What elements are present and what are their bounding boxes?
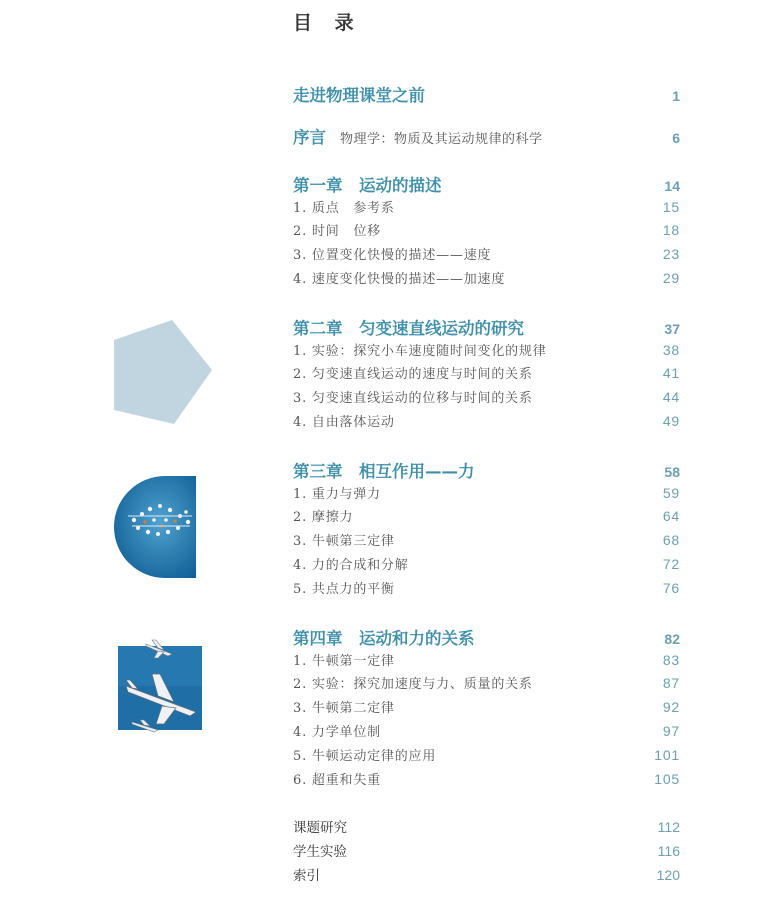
entry-label: 索引 <box>293 868 320 884</box>
page-number: 105 <box>654 771 680 787</box>
page-number: 64 <box>662 508 680 524</box>
page-number: 101 <box>654 747 680 763</box>
toc-entry-student-experiments[interactable] <box>293 840 680 860</box>
page-number: 68 <box>662 532 680 548</box>
page-number: 82 <box>664 631 680 647</box>
toc-entry-preface[interactable] <box>293 124 680 148</box>
entry-label: 第一章 运动的描述 <box>293 176 442 195</box>
page-number: 58 <box>664 464 680 480</box>
page-number: 23 <box>662 246 680 262</box>
toc-item[interactable] <box>293 721 680 740</box>
entry-label: 3. 位置变化快慢的描述——速度 <box>293 248 492 263</box>
page-number: 29 <box>662 270 680 286</box>
toc-item[interactable] <box>293 697 680 716</box>
entry-label: 学生实验 <box>293 844 347 860</box>
page-title: 目 录 <box>293 12 362 34</box>
entry-label: 3. 牛顿第二定律 <box>293 701 395 716</box>
page-number: 44 <box>662 389 680 405</box>
toc-item[interactable] <box>293 530 680 549</box>
page-number: 72 <box>662 556 680 572</box>
fighter-jets-photo <box>112 636 206 736</box>
entry-subtitle: 物理学：物质及其运动规律的科学 <box>340 132 543 147</box>
entry-label: 5. 牛顿运动定律的应用 <box>293 749 437 764</box>
toc-chapter-4[interactable] <box>293 625 680 649</box>
page-number: 37 <box>664 321 680 337</box>
page-number: 18 <box>662 222 680 238</box>
page-number: 38 <box>662 342 680 358</box>
page-number: 83 <box>662 652 680 668</box>
pentagon-decoration <box>110 318 214 426</box>
page-number: 6 <box>672 130 680 146</box>
toc-item[interactable] <box>293 769 680 788</box>
entry-label: 课题研究 <box>293 820 347 836</box>
toc-chapter-1[interactable] <box>293 172 680 196</box>
toc-chapter-2[interactable] <box>293 315 680 339</box>
entry-label: 3. 牛顿第三定律 <box>293 534 395 549</box>
page-number: 76 <box>662 580 680 596</box>
toc-item[interactable] <box>293 745 680 764</box>
entry-label: 4. 力的合成和分解 <box>293 558 409 573</box>
toc-chapter-3[interactable] <box>293 458 680 482</box>
entry-label: 走进物理课堂之前 <box>293 86 425 105</box>
entry-label: 1. 牛顿第一定律 <box>293 654 395 669</box>
entry-label: 2. 实验：探究加速度与力、质量的关系 <box>293 677 533 692</box>
toc-item[interactable] <box>293 197 680 216</box>
entry-label: 序言 <box>293 128 326 147</box>
entry-label: 5. 共点力的平衡 <box>293 582 395 597</box>
page-number: 49 <box>662 413 680 429</box>
toc-item[interactable] <box>293 483 680 502</box>
page-number: 116 <box>657 843 680 859</box>
toc-item[interactable] <box>293 363 680 382</box>
page-number: 1 <box>672 88 680 104</box>
toc-item[interactable] <box>293 578 680 597</box>
entry-label: 4. 自由落体运动 <box>293 415 395 430</box>
entry-label: 第二章 匀变速直线运动的研究 <box>293 319 524 338</box>
toc-item[interactable] <box>293 411 680 430</box>
entry-label: 6. 超重和失重 <box>293 773 381 788</box>
page-number: 41 <box>662 365 680 381</box>
toc-item[interactable] <box>293 506 680 525</box>
page-number: 120 <box>656 867 680 883</box>
entry-label: 1. 重力与弹力 <box>293 487 381 502</box>
toc-item[interactable] <box>293 268 680 287</box>
toc-item[interactable] <box>293 244 680 263</box>
entry-label: 1. 质点 参考系 <box>293 201 395 216</box>
page-number: 92 <box>662 699 680 715</box>
toc-item[interactable] <box>293 387 680 406</box>
page-number: 59 <box>662 485 680 501</box>
entry-label: 2. 匀变速直线运动的速度与时间的关系 <box>293 367 533 382</box>
entry-label: 4. 速度变化快慢的描述——加速度 <box>293 272 506 287</box>
page-number: 112 <box>657 819 680 835</box>
toc-item[interactable] <box>293 554 680 573</box>
entry-label: 第四章 运动和力的关系 <box>293 629 475 648</box>
entry-label: 3. 匀变速直线运动的位移与时间的关系 <box>293 391 533 406</box>
toc-item[interactable] <box>293 673 680 692</box>
toc-entry-index[interactable] <box>293 864 680 884</box>
toc-item[interactable] <box>293 220 680 239</box>
skydivers-photo <box>114 476 198 578</box>
entry-label: 2. 摩擦力 <box>293 510 354 525</box>
page-number: 15 <box>662 199 680 215</box>
entry-label: 第三章 相互作用——力 <box>293 462 475 481</box>
toc-entry-project-research[interactable] <box>293 816 680 836</box>
toc-item[interactable] <box>293 650 680 669</box>
entry-label: 4. 力学单位制 <box>293 725 381 740</box>
toc-entry-prelude[interactable] <box>293 82 680 106</box>
toc-item[interactable] <box>293 340 680 359</box>
page-number: 97 <box>662 723 680 739</box>
entry-label: 1. 实验：探究小车速度随时间变化的规律 <box>293 344 547 359</box>
page-number: 14 <box>664 178 680 194</box>
entry-label: 2. 时间 位移 <box>293 224 381 239</box>
page-number: 87 <box>662 675 680 691</box>
